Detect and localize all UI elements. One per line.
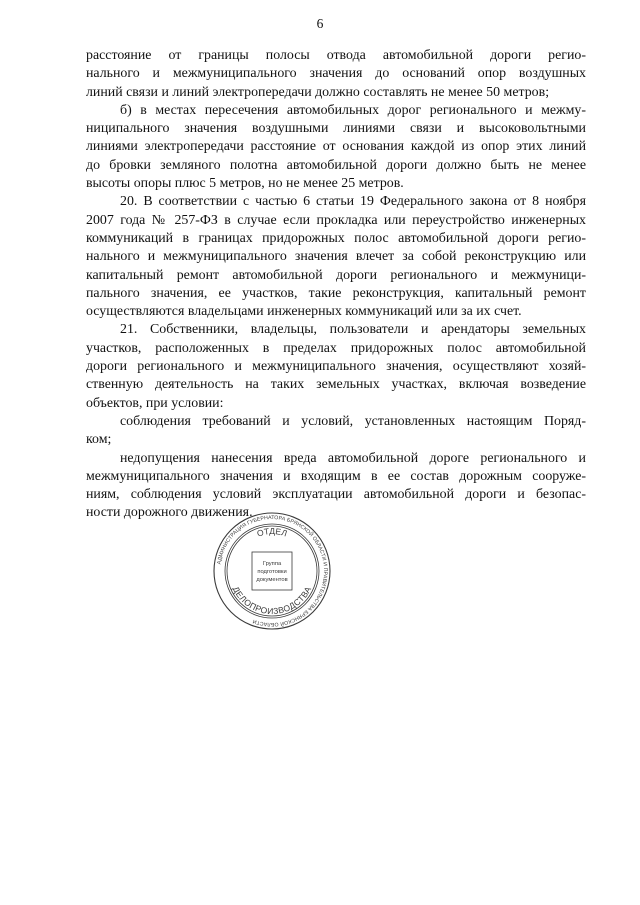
text-line: нального и межмуниципального значения влечет за собой реконструкцию или [86,249,586,265]
text-line: капитальный ремонт автомобильной дороги регионального и межмуници- [86,267,586,283]
text-line: ниципального значения воздушными линиями связи и высоковольтными [86,121,586,137]
office-stamp [213,512,331,630]
text-line: нального и межмуниципального значения до оснований опор воздушных [86,66,586,82]
document-body [86,47,586,523]
paragraph-condition-1 [86,413,586,450]
svg-text:ДЕЛОПРОИЗВОДСТВА [231,585,313,616]
stamp-outer-ring-text: АДМИНИСТРАЦИЯ ГУБЕРНАТОРА БРЯНСКОЙ ОБЛАСТИ И ПРАВИТЕЛЬСТВА БРЯНСКОЙ ОБЛАСТИ [216,514,329,628]
text-line: межмуниципального значения и входящим в ее состав дорожным сооруже- [86,468,586,484]
text-line: дороги регионального и межмуниципального значения, осуществляют хозяй- [86,359,586,375]
text-line: участков, расположенных в пределах придорожных полос автомобильной [86,340,586,356]
page-number: 6 [316,16,324,31]
svg-text:ОТДЕЛ [256,526,289,539]
paragraph-20 [86,193,586,321]
text-line: линиями электропередачи расстояние от основания каждой из опор этих линий [86,139,586,155]
text-line: недопущения нанесения вреда автомобильной дороге регионального и [120,450,586,466]
stamp-inner-bottom-text: ДЕЛОПРОИЗВОДСТВА [230,584,314,617]
text-line: 2007 года № 257-ФЗ в случае если прокладка или переустройство инженерных [86,212,586,228]
stamp-center-line-3: документов [256,577,288,583]
text-line: осуществляются владельцами инженерных коммуникаций или за их счет. [86,304,522,320]
text-line: 21. Собственники, владельцы, пользователи и арендаторы земельных [120,322,586,338]
text-line: пального значения, ее участков, такие реконструкция, капитальный ремонт [86,285,586,301]
paragraph-continuation [86,47,586,102]
paragraph-b [86,102,586,193]
text-line: линий связи и линий электропередачи должно составлять не менее 50 метров; [86,84,550,100]
stamp-center-line-1: Группа [262,561,282,567]
text-line: коммуникаций в границах придорожных полос автомобильной дороги регио- [86,230,586,246]
text-line: объектов, при условии: [86,395,224,411]
text-line: высоты опоры плюс 5 метров, но не менее 25 метров. [86,176,404,192]
text-line: ниям, соблюдения условий эксплуатации автомобильной дороги и безопас- [86,487,586,503]
text-line: до бровки земляного полотна автомобильной дороги должно быть не менее [86,157,586,173]
text-line: ственную деятельность на таких земельных участках, включая возведение [86,377,586,393]
stamp-center-line-2: подготовки [257,569,287,575]
stamp-inner-top-text: ОТДЕЛ [255,525,289,539]
text-line: б) в местах пересечения автомобильных дорог регионального и межму- [120,102,586,118]
text-line: соблюдения требований и условий, установленных настоящим Поряд- [120,413,586,429]
paragraph-21 [86,321,586,412]
text-line: расстояние от границы полосы отвода автомобильной дороги регио- [86,48,586,63]
text-line: ности дорожного движения. [86,505,253,521]
paragraph-condition-2 [86,450,586,523]
text-line: ком; [86,432,112,448]
text-line: 20. В соответствии с частью 6 статьи 19 Федерального закона от 8 ноября [120,194,586,210]
